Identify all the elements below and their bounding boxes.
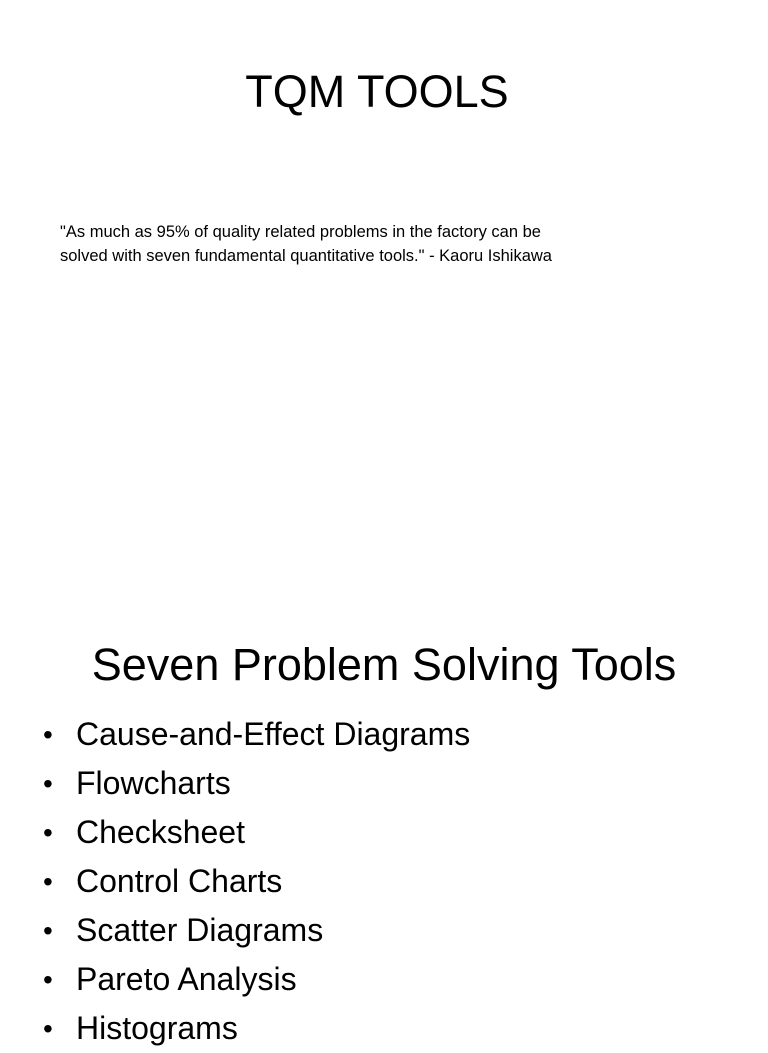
list-item-label: Scatter Diagrams xyxy=(76,912,324,948)
list-item xyxy=(0,710,470,759)
list-item-label: Pareto Analysis xyxy=(76,961,297,997)
list-item xyxy=(0,906,470,955)
list-item-label: Flowcharts xyxy=(76,765,231,801)
list-item-label: Cause-and-Effect Diagrams xyxy=(76,716,471,752)
bullet-icon: • xyxy=(43,866,53,897)
bullet-icon: • xyxy=(43,1013,53,1044)
list-item xyxy=(0,857,470,906)
bullet-icon: • xyxy=(43,964,53,995)
list-item xyxy=(0,808,470,857)
slide-title: TQM TOOLS xyxy=(245,66,509,117)
list-item-label: Checksheet xyxy=(76,814,245,850)
bullet-icon: • xyxy=(43,915,53,946)
list-item xyxy=(0,759,470,808)
slide-title: Seven Problem Solving Tools xyxy=(91,639,677,690)
list-item-label: Histograms xyxy=(76,1010,238,1046)
quote-line-1: "As much as 95% of quality related problems in the factory can be xyxy=(60,223,541,241)
slide-seven-tools xyxy=(0,576,768,1046)
ishikawa-quote xyxy=(60,220,680,268)
quote-line-2: solved with seven fundamental quantitative tools." - Kaoru Ishikawa xyxy=(60,247,552,265)
bullet-icon: • xyxy=(43,768,53,799)
list-item xyxy=(0,955,470,1004)
bullet-icon: • xyxy=(43,719,53,750)
tools-bullet-list xyxy=(0,710,470,1053)
list-item xyxy=(0,1004,470,1053)
list-item-label: Control Charts xyxy=(76,863,283,899)
bullet-icon: • xyxy=(43,817,53,848)
